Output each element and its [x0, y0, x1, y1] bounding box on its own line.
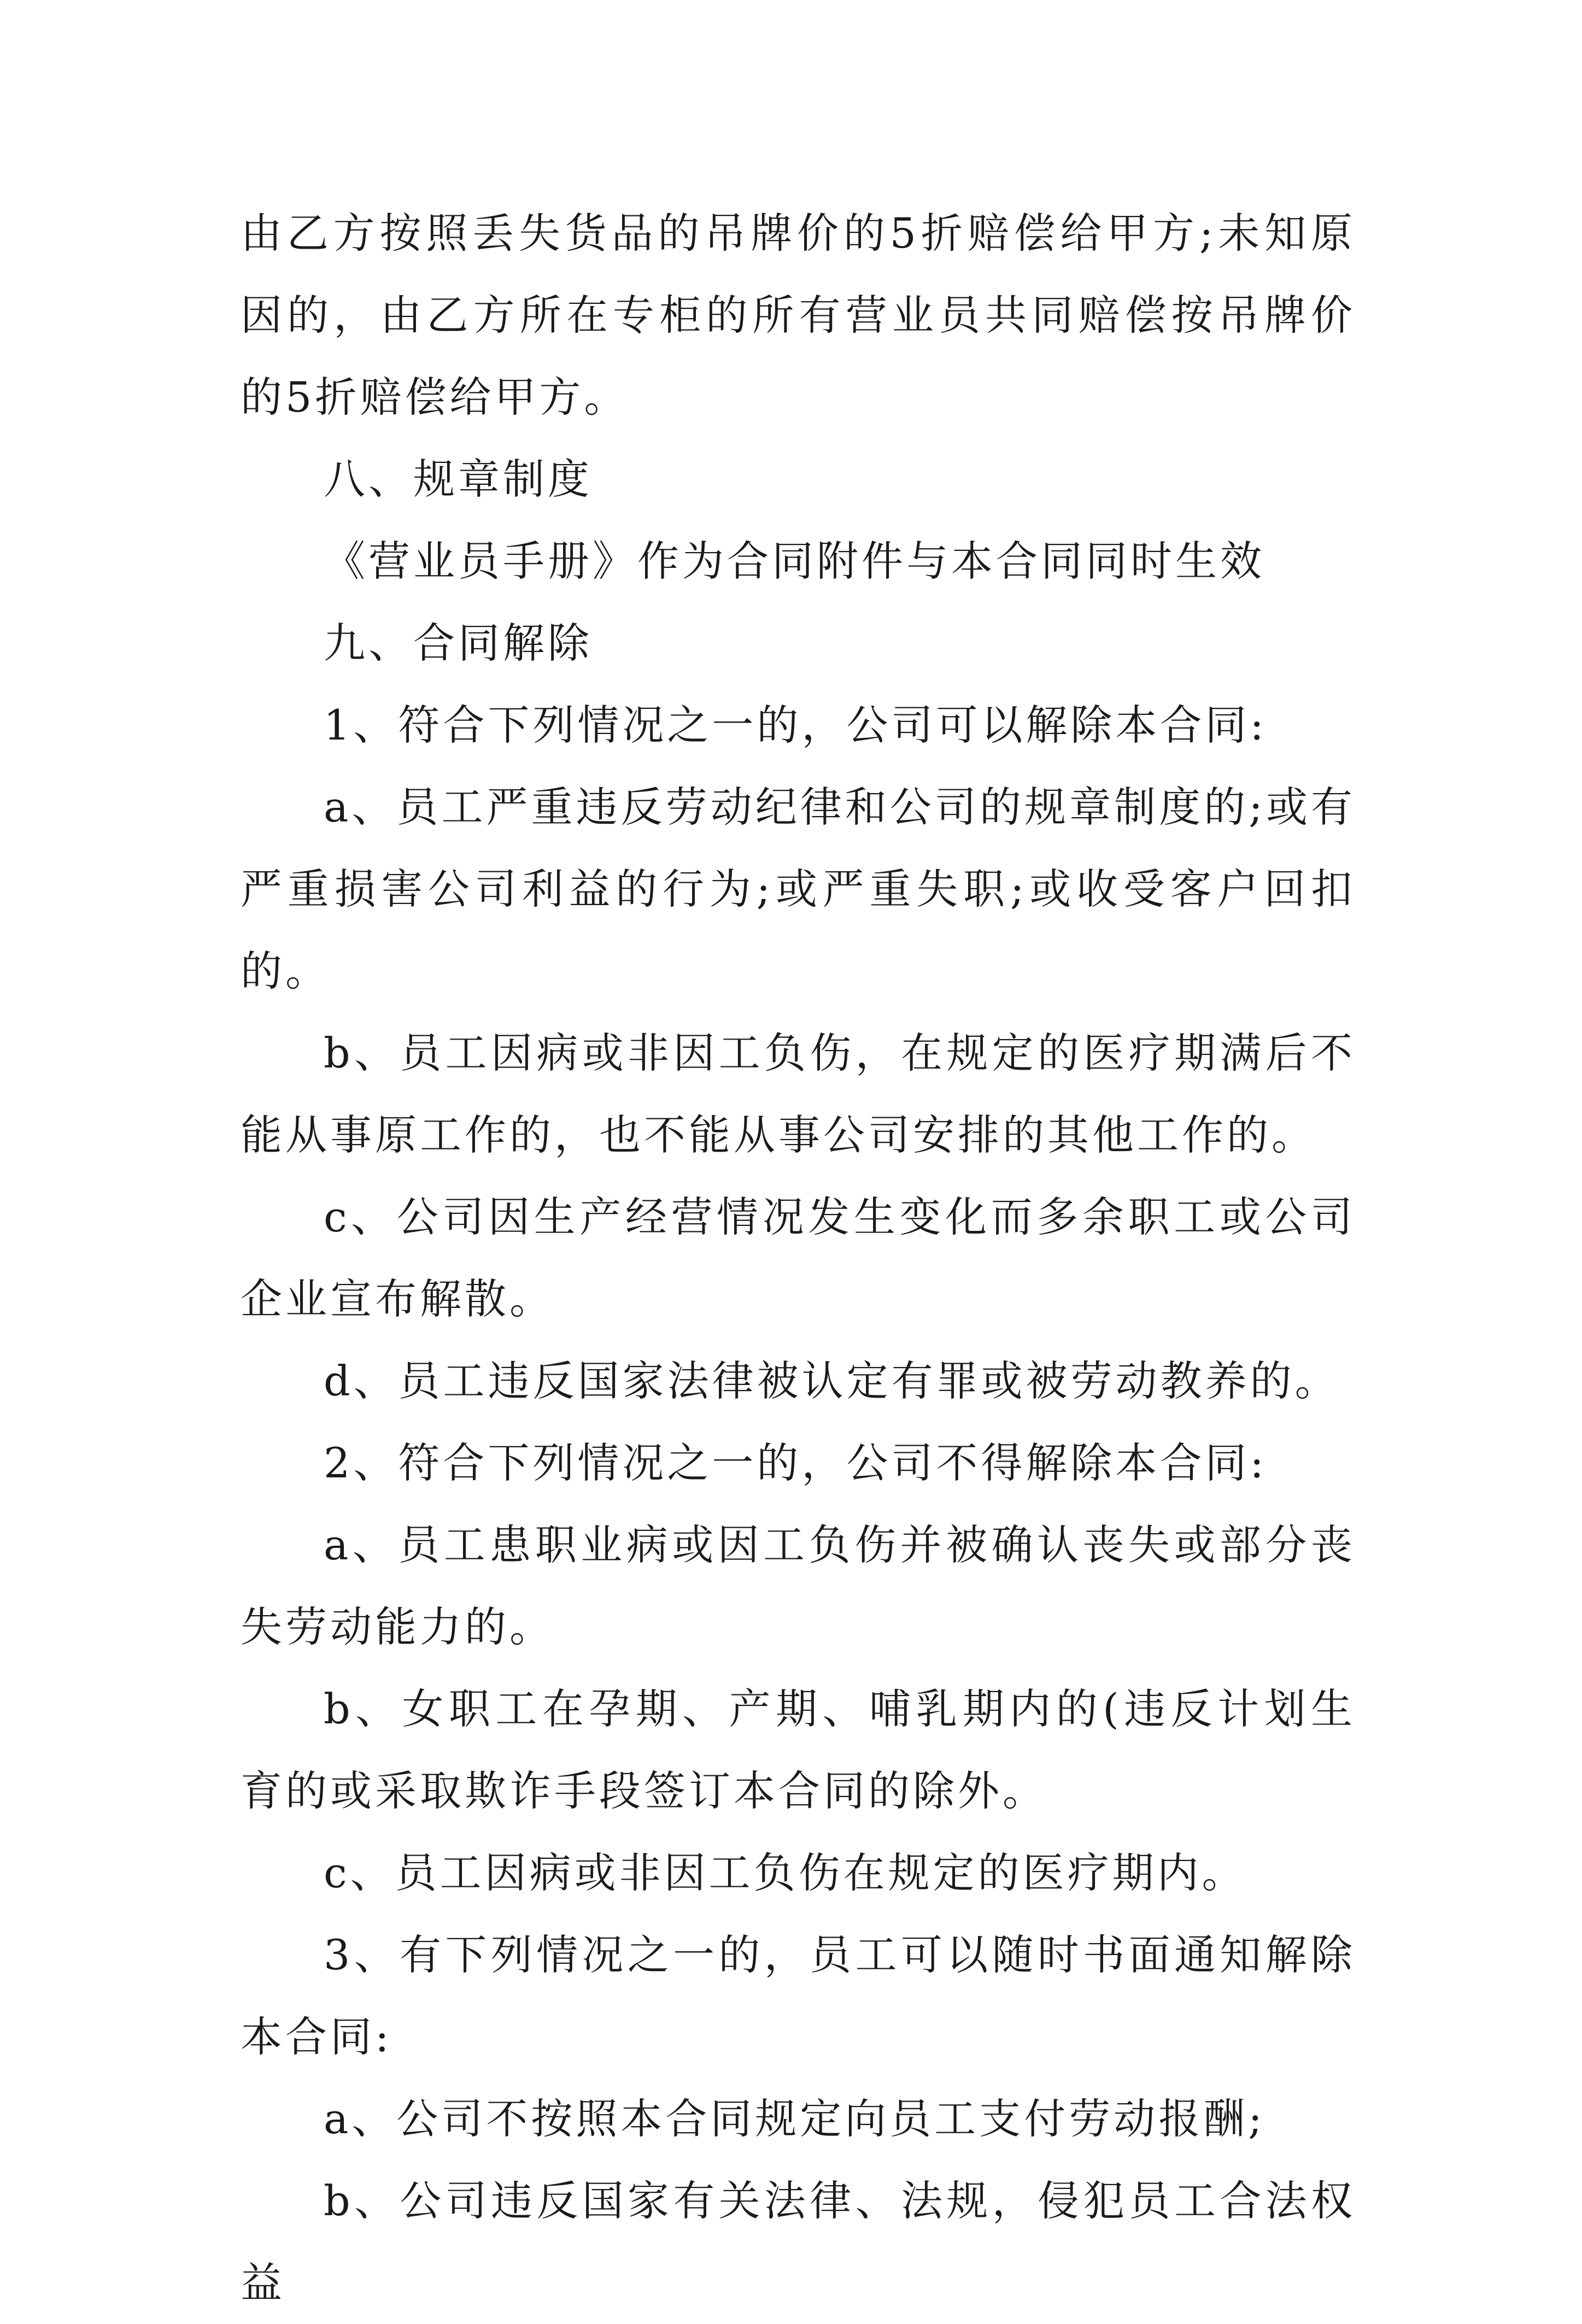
clause-1b: b、员工因病或非因工负伤，在规定的医疗期满后不能从事原工作的，也不能从事公司安排的其他工作的。 [241, 1029, 1356, 1159]
clause-2: 2、符合下列情况之一的，公司不得解除本合同: [324, 1439, 1267, 1487]
clause-3b: b、公司违反国家有关法律、法规，侵犯员工合法权益 [241, 2176, 1356, 2307]
paragraph-handbook: 《营业员手册》作为合同附件与本合同同时生效 [324, 537, 1265, 585]
clause-3: 3、有下列情况之一的，员工可以随时书面通知解除本合同: [241, 1930, 1356, 2061]
clause-1: 1、符合下列情况之一的，公司可以解除本合同: [324, 701, 1267, 749]
clause-1c: c、公司因生产经营情况发生变化而多余职工或公司企业宣布解散。 [241, 1193, 1356, 1323]
heading-termination: 九、合同解除 [324, 619, 593, 667]
clause-2b: b、女职工在孕期、产期、哺乳期内的(违反计划生育的或采取欺诈手段签订本合同的除外。 [241, 1685, 1356, 1815]
heading-rules: 八、规章制度 [324, 455, 593, 503]
clause-3a: a、公司不按照本合同规定向员工支付劳动报酬; [324, 2094, 1265, 2143]
clause-1d: d、员工违反国家法律被认定有罪或被劳动教养的。 [324, 1357, 1340, 1405]
clause-2a: a、员工患职业病或因工负伤并被确认丧失或部分丧失劳动能力的。 [241, 1521, 1356, 1651]
document-body [241, 192, 1356, 2324]
clause-2c: c、员工因病或非因工负伤在规定的医疗期内。 [324, 1848, 1247, 1897]
paragraph-compensation-continued: 由乙方按照丢失货品的吊牌价的5折赔偿给甲方;未知原因的，由乙方所在专柜的所有营业员共同赔偿按吊牌价的5折赔偿给甲方。 [241, 209, 1356, 421]
clause-1a: a、员工严重违反劳动纪律和公司的规章制度的;或有严重损害公司利益的行为;或严重失职;或收受客户回扣的。 [241, 783, 1356, 995]
